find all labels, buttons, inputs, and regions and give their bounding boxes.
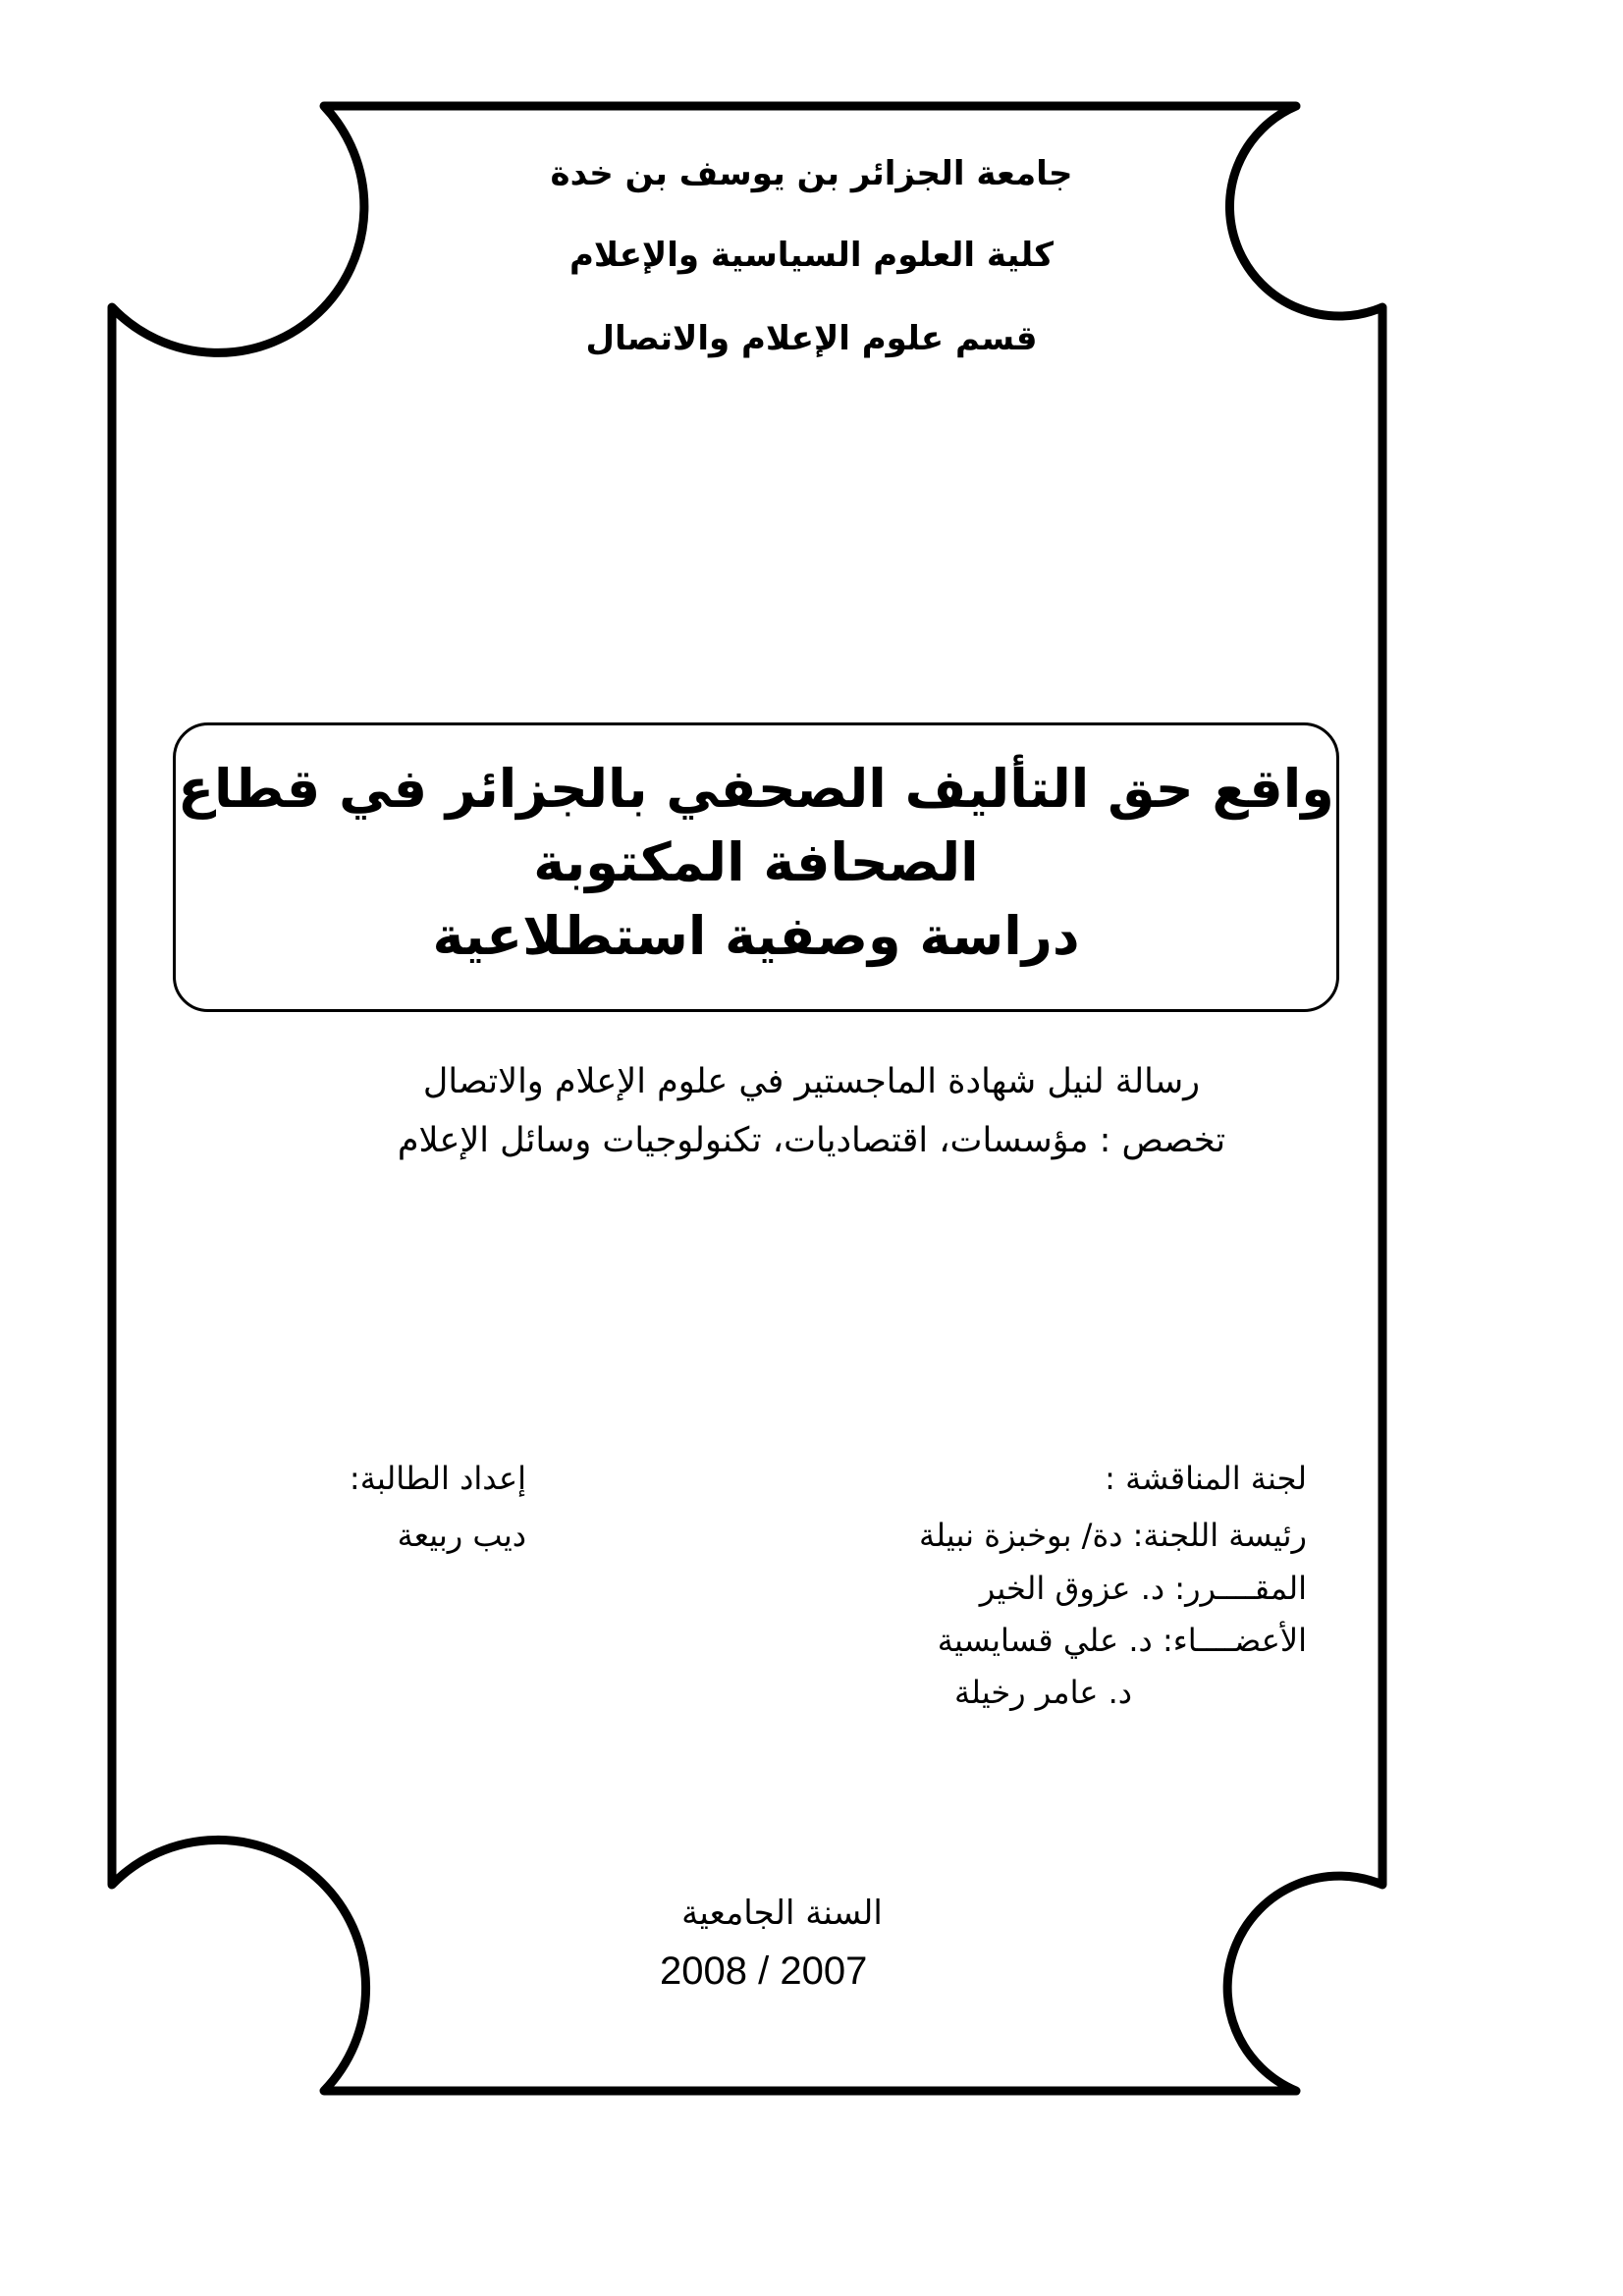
department-name: قسم علوم الإعلام والاتصال bbox=[585, 319, 1038, 358]
committee-rapporteur: المقــــرر: د. عزوق الخير bbox=[979, 1570, 1307, 1607]
student-name: ديب ربيعة bbox=[397, 1517, 526, 1554]
thesis-title-line-2: الصحافة المكتوبة bbox=[533, 831, 979, 893]
committee-chair: رئيسة اللجنة: دة/ بوخبزة نبيلة bbox=[919, 1517, 1307, 1554]
specialization: تخصص : مؤسسات، اقتصاديات، تكنولوجيات وسائل الإعلام bbox=[397, 1121, 1226, 1160]
committee-members: الأعضــــاء: د. علي قسايسية bbox=[937, 1622, 1307, 1659]
faculty-name: كلية العلوم السياسية والإعلام bbox=[568, 236, 1055, 275]
academic-year-label: السنة الجامعية bbox=[681, 1894, 883, 1933]
university-name: جامعة الجزائر بن يوسف بن خدة bbox=[550, 154, 1073, 193]
committee-member-2: د. عامر رخيلة bbox=[953, 1674, 1132, 1711]
committee-heading: لجنة المناقشة : bbox=[1105, 1460, 1307, 1497]
thesis-title-line-3: دراسة وصفية استطلاعية bbox=[432, 905, 1080, 967]
academic-year-value: 2008 / 2007 bbox=[660, 1949, 868, 1993]
student-label: إعداد الطالبة: bbox=[349, 1460, 526, 1497]
thesis-title-box bbox=[173, 722, 1339, 1012]
thesis-title-line-1: واقع حق التأليف الصحفي بالجزائر في قطاع bbox=[178, 758, 1334, 820]
degree-statement: رسالة لنيل شهادة الماجستير في علوم الإعلام والاتصال bbox=[422, 1062, 1201, 1101]
